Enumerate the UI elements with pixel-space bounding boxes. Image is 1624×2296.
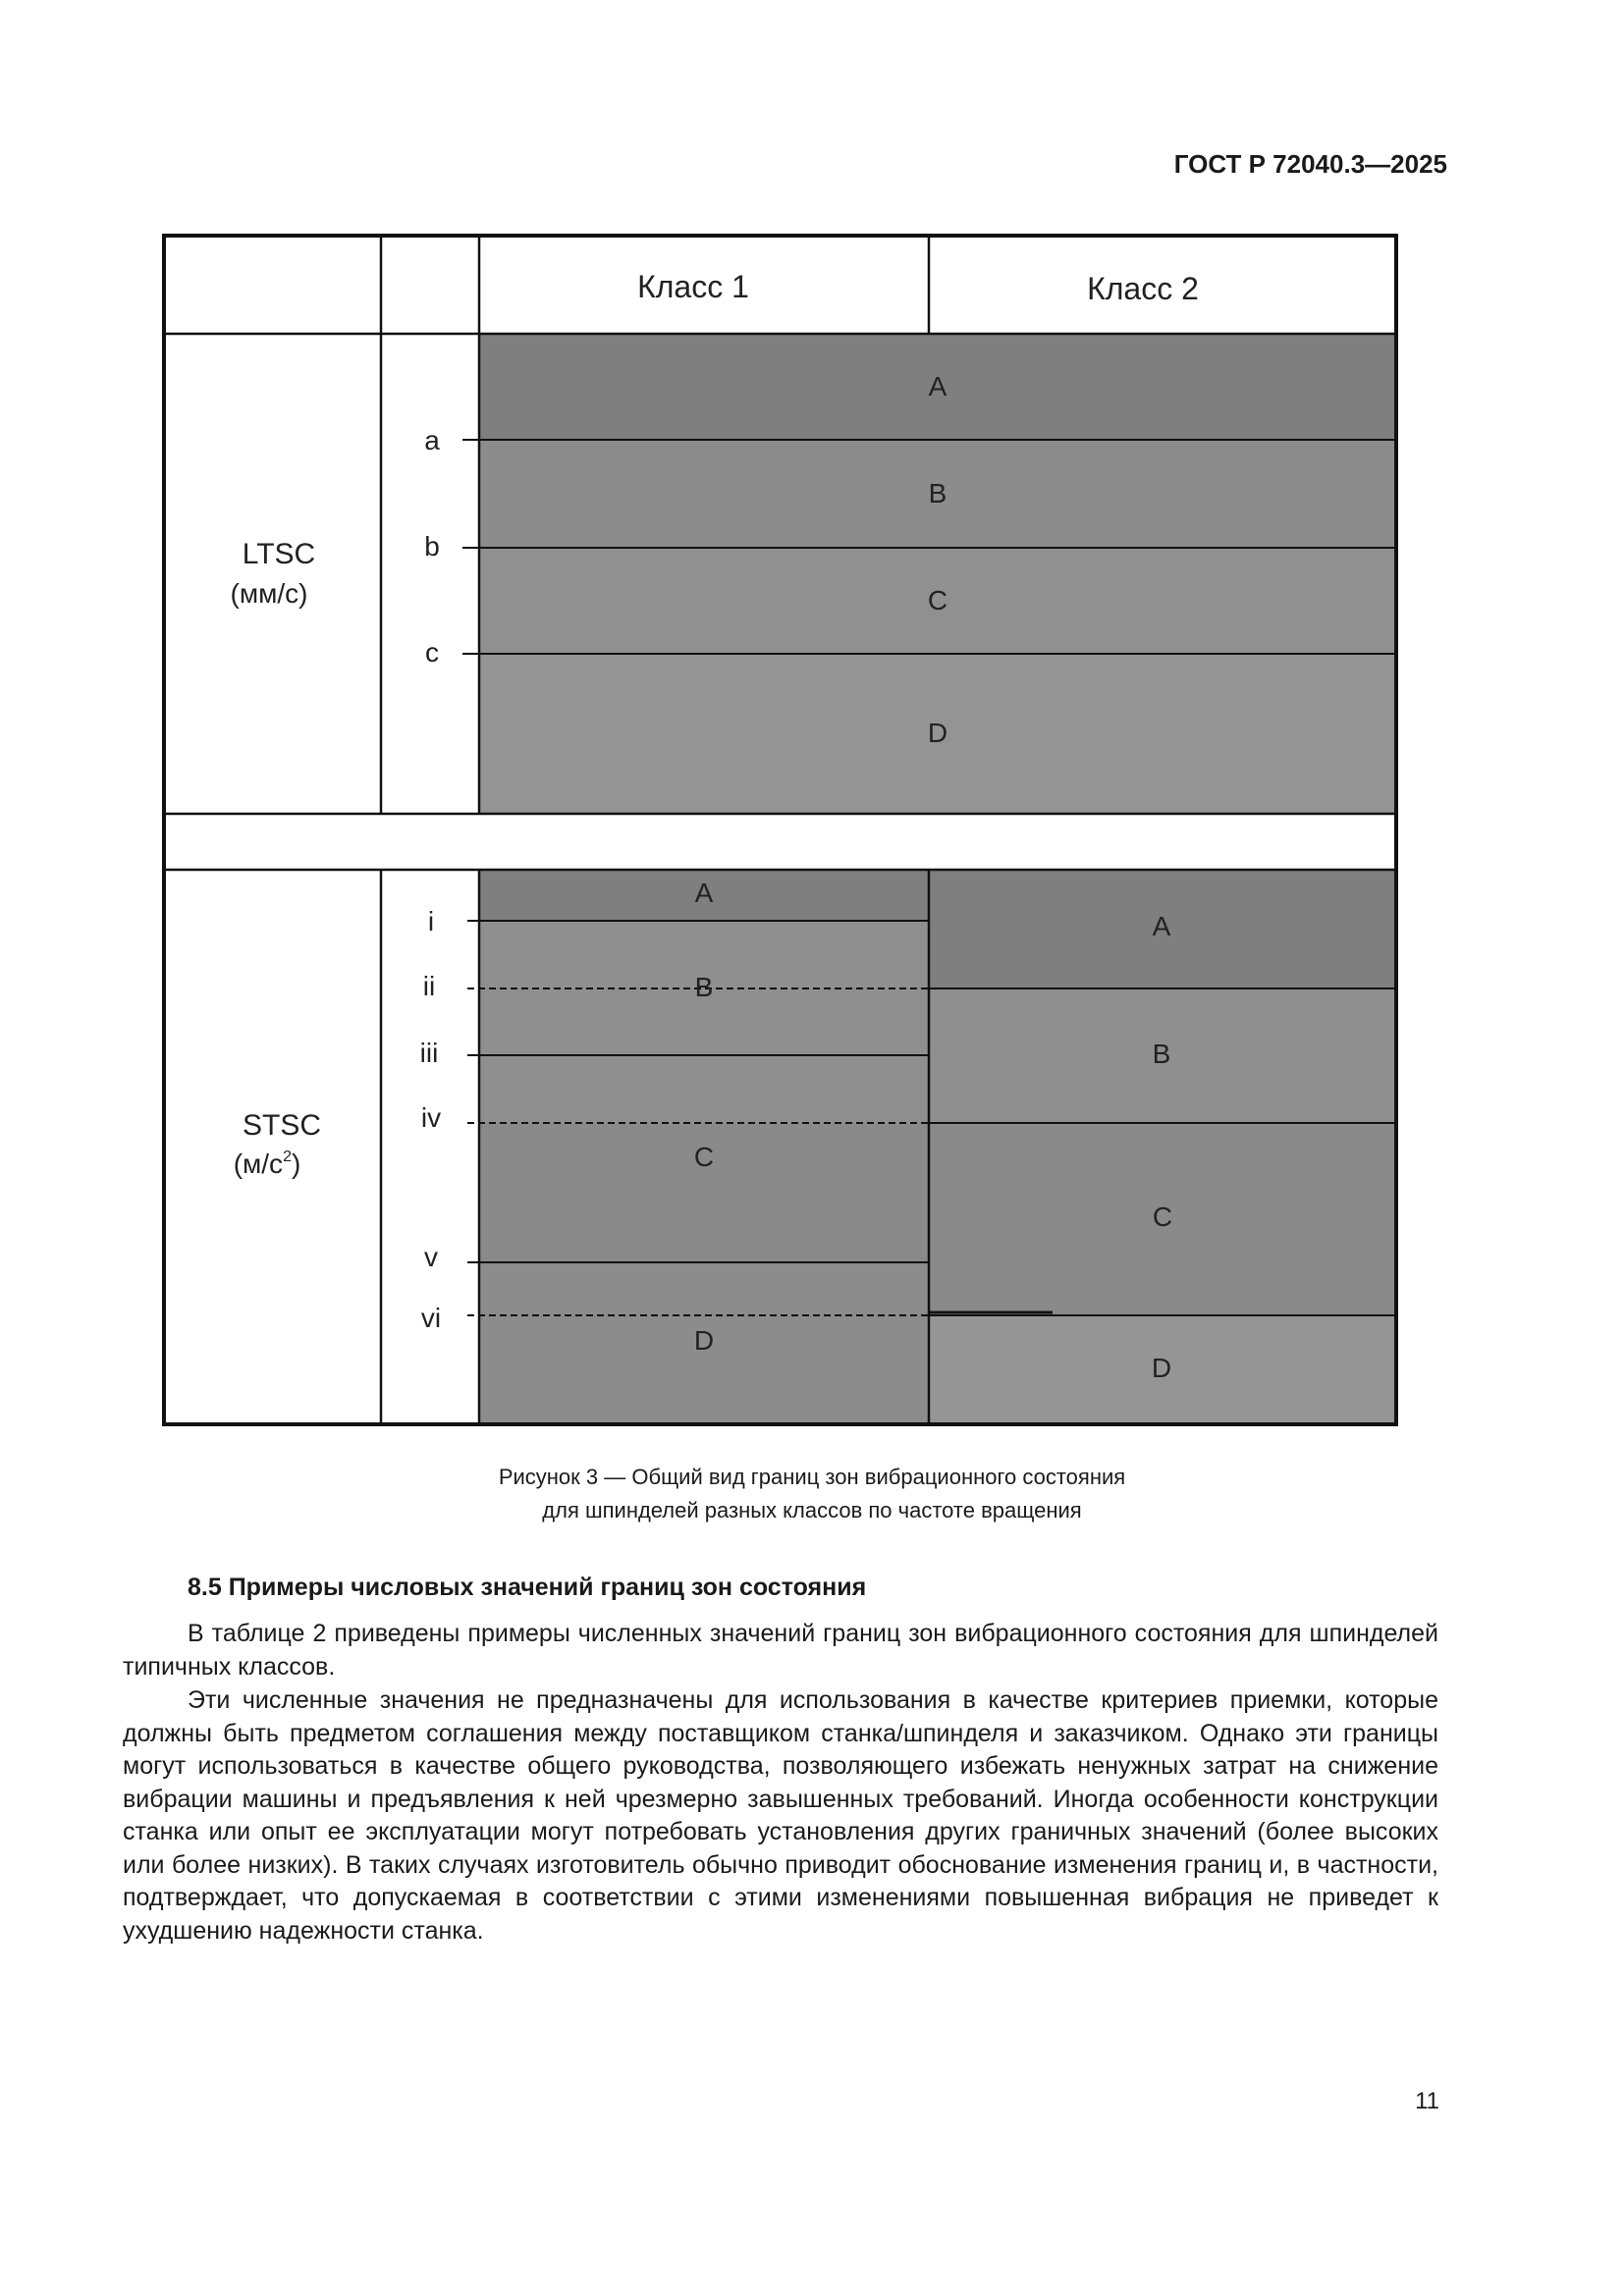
class-2-header: Класс 2	[1087, 271, 1199, 306]
stsc-tick-ii: ii	[422, 971, 436, 1001]
paragraph-1-text: В таблице 2 приведены примеры численных значений границ зон вибрационного состояния для шпинделей типичных классов.	[123, 1620, 1438, 1681]
ltsc-tick-a: a	[424, 425, 440, 455]
document-code: ГОСТ Р 72040.3—2025	[1173, 149, 1447, 179]
stsc-label: STSC	[242, 1109, 322, 1142]
stsc-c1-zone-b: B	[694, 972, 714, 1002]
stsc-c2-zone-a: A	[1152, 911, 1171, 941]
stsc-c2-zone-d: D	[1151, 1353, 1172, 1383]
stsc-c1-zone-b-fill	[479, 921, 929, 1123]
paragraph-2	[123, 1684, 1438, 1948]
page-number: 11	[1415, 2088, 1439, 2114]
stsc-tick-iii: iii	[419, 1038, 439, 1068]
caption-line-2: для шпинделей разных классов по частоте вращения	[542, 1498, 1082, 1522]
ltsc-zone-d: D	[927, 718, 948, 748]
stsc-unit-suffix: )	[291, 1148, 301, 1179]
caption-line-1: Рисунок 3 — Общий вид границ зон вибрационного состояния	[498, 1465, 1126, 1489]
stsc-unit	[234, 1148, 301, 1179]
stsc-c1-zone-c: C	[693, 1142, 715, 1172]
stsc-unit-sup: 2	[283, 1148, 292, 1165]
class-1-header: Класс 1	[637, 269, 749, 304]
ltsc-tick-b: b	[424, 531, 440, 561]
stsc-tick-iv: iv	[420, 1102, 442, 1133]
stsc-c1-zone-d: D	[693, 1325, 715, 1356]
ltsc-unit: (мм/с)	[230, 578, 308, 609]
ltsc-tick-c: c	[425, 637, 439, 667]
stsc-tick-vi: vi	[420, 1303, 442, 1333]
stsc-tick-v: v	[424, 1242, 438, 1272]
figure-caption	[0, 1461, 1624, 1527]
stsc-unit-prefix: (м/с	[233, 1148, 284, 1179]
ltsc-label: LTSC	[242, 538, 316, 570]
paragraph-1	[123, 1618, 1438, 1683]
paragraph-2-text: Эти численные значения не предназначены для использования в качестве критериев приемки, которые должны быть предметом соглашения между поставщиком станка/шпинделя и заказчиком. Однако эти границы могут использоваться в качестве общего руководства, позволяющего избежать ненужных затрат на снижение вибрации машины и предъявления к ней чрезмерно завышенных требований. Иногда особенности конструкции станка или опыт ее эксплуатации могут потребовать установления других граничных значений (более высоких или более низких). В таких случаях изготовитель обычно приводит обоснование изменения границ и, в частности, подтверждает, что допускаемая в соответствии с этими изменениями повышенная вибрация не приведет к ухудшению надежности станка.	[123, 1686, 1438, 1945]
ltsc-zone-a: A	[928, 371, 947, 401]
stsc-tick-i: i	[427, 906, 435, 936]
ltsc-zone-b: B	[928, 478, 947, 508]
stsc-c2-zone-b: B	[1152, 1039, 1171, 1069]
stsc-c2-zone-c: C	[1152, 1201, 1173, 1232]
section-heading: 8.5 Примеры числовых значений границ зон состояния	[188, 1574, 867, 1601]
ltsc-zone-c: C	[927, 585, 948, 615]
stsc-c1-zone-a: A	[694, 878, 714, 908]
